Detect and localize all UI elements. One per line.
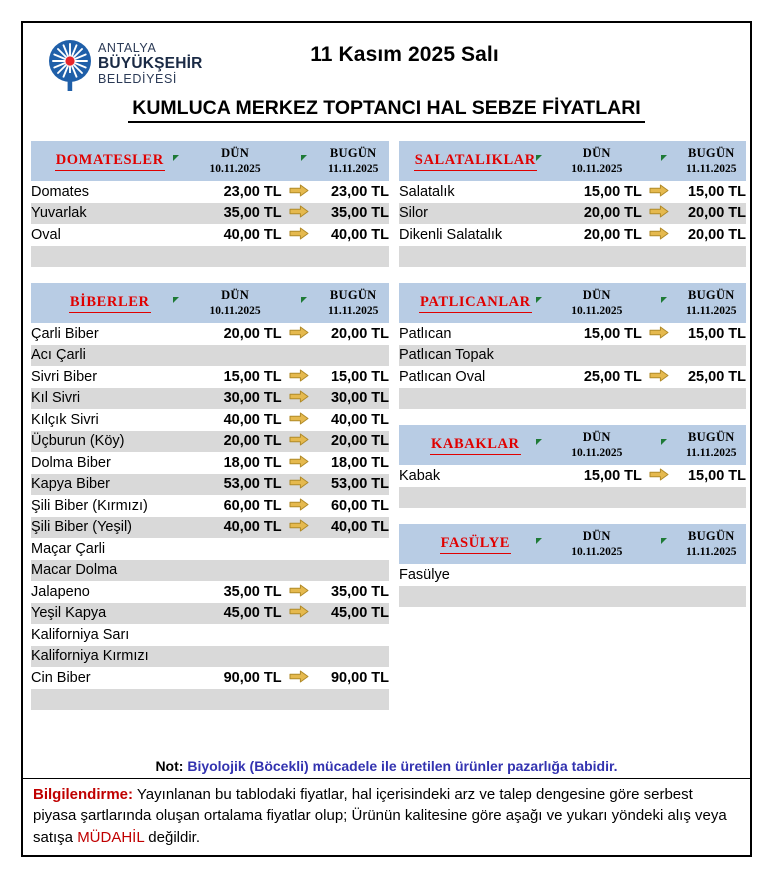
page-title	[23, 97, 750, 125]
previous-day-price: 40,00 TL	[189, 517, 282, 539]
trend-arrow-cell	[282, 224, 318, 246]
today-price	[677, 586, 746, 608]
left-table-column	[31, 141, 389, 748]
product-name	[399, 388, 552, 410]
table-row	[31, 323, 389, 345]
product-name: Macar Dolma	[31, 560, 189, 582]
note-text: Biyolojik (Böcekli) mücadele ile üretilen ürünler pazarlığa tabidir.	[183, 758, 618, 775]
table-row	[399, 246, 746, 268]
trend-arrow-cell	[282, 388, 318, 410]
today-price: 35,00 TL	[317, 203, 389, 225]
product-name: Yuvarlak	[31, 203, 189, 225]
trend-arrow-cell	[642, 323, 677, 345]
product-name: Dolma Biber	[31, 452, 189, 474]
previous-day-price	[552, 246, 642, 268]
header-arrow-spacer	[642, 141, 677, 181]
product-name: Çarli Biber	[31, 323, 189, 345]
right-arrow-icon	[289, 670, 309, 687]
comment-marker-icon	[536, 297, 542, 303]
table-row	[399, 323, 746, 345]
trend-arrow-cell	[282, 203, 318, 225]
product-name	[31, 689, 189, 711]
today-price: 23,00 TL	[317, 181, 389, 203]
product-name: Yeşil Kapya	[31, 603, 189, 625]
previous-day-label: DÜN	[582, 146, 611, 160]
category-header	[399, 524, 552, 564]
today-label: BUGÜN	[687, 146, 735, 160]
previous-day-label: DÜN	[221, 146, 250, 160]
previous-day-price	[189, 689, 282, 711]
trend-arrow-cell	[642, 345, 677, 367]
category-header	[399, 425, 552, 465]
today-label: BUGÜN	[329, 146, 377, 160]
header-arrow-spacer	[642, 283, 677, 323]
price-table-domatesler	[31, 141, 389, 267]
table-row	[31, 603, 389, 625]
product-name: Salatalık	[399, 181, 552, 203]
table-spacer	[399, 508, 746, 524]
today-header	[677, 425, 746, 465]
right-arrow-icon	[649, 326, 669, 343]
trend-arrow-cell	[642, 465, 677, 487]
today-label: BUGÜN	[687, 430, 735, 444]
table-row	[31, 689, 389, 711]
trend-arrow-cell	[282, 603, 318, 625]
previous-day-header	[552, 524, 642, 564]
category-name: PATLICANLAR	[419, 294, 532, 313]
table-row	[31, 495, 389, 517]
right-arrow-icon	[289, 476, 309, 493]
today-price: 15,00 TL	[677, 181, 746, 203]
table-header-row	[399, 283, 746, 323]
previous-day-price: 35,00 TL	[189, 203, 282, 225]
previous-day-price: 25,00 TL	[552, 366, 642, 388]
table-row	[31, 710, 389, 732]
today-price	[317, 345, 389, 367]
trend-arrow-cell	[282, 246, 318, 268]
today-header	[677, 141, 746, 181]
today-price	[677, 564, 746, 586]
trend-arrow-cell	[282, 495, 318, 517]
today-price: 20,00 TL	[677, 203, 746, 225]
previous-day-price	[189, 345, 282, 367]
product-name: Patlıcan Oval	[399, 366, 552, 388]
trend-arrow-cell	[642, 181, 677, 203]
category-name: DOMATESLER	[55, 152, 165, 171]
today-label: BUGÜN	[329, 288, 377, 302]
table-row	[31, 517, 389, 539]
product-name: Sivri Biber	[31, 366, 189, 388]
today-price	[317, 560, 389, 582]
product-name: Kabak	[399, 465, 552, 487]
product-name: Fasülye	[399, 564, 552, 586]
today-price	[677, 487, 746, 509]
trend-arrow-cell	[282, 538, 318, 560]
right-arrow-icon	[289, 412, 309, 429]
table-row	[31, 246, 389, 268]
category-header	[399, 141, 552, 181]
biological-note	[23, 755, 750, 779]
product-name: Şili Biber (Yeşil)	[31, 517, 189, 539]
previous-day-date: 10.11.2025	[571, 545, 623, 558]
previous-day-price: 60,00 TL	[189, 495, 282, 517]
today-price: 20,00 TL	[317, 323, 389, 345]
trend-arrow-cell	[642, 487, 677, 509]
right-arrow-icon	[649, 205, 669, 222]
product-name: Silor	[399, 203, 552, 225]
price-table-fasülye	[399, 524, 746, 607]
table-spacer	[399, 267, 746, 283]
comment-marker-icon	[301, 297, 307, 303]
svg-text:ANTALYA: ANTALYA	[98, 41, 157, 55]
header-arrow-spacer	[642, 425, 677, 465]
trend-arrow-cell	[282, 366, 318, 388]
trend-arrow-cell	[642, 246, 677, 268]
product-name: Acı Çarli	[31, 345, 189, 367]
right-arrow-icon	[289, 605, 309, 622]
today-date: 11.11.2025	[327, 162, 379, 175]
product-name: Domates	[31, 181, 189, 203]
previous-day-price	[189, 560, 282, 582]
today-date: 11.11.2025	[327, 304, 379, 317]
info-text-part2: değildir.	[144, 828, 201, 846]
today-price: 20,00 TL	[317, 431, 389, 453]
product-name: Üçburun (Köy)	[31, 431, 189, 453]
right-arrow-icon	[289, 498, 309, 515]
price-table-bi̇berler	[31, 283, 389, 732]
right-arrow-icon	[289, 184, 309, 201]
today-price	[317, 710, 389, 732]
svg-text:BÜYÜKŞEHİR: BÜYÜKŞEHİR	[98, 55, 203, 72]
previous-day-label: DÜN	[582, 288, 611, 302]
comment-marker-icon	[661, 155, 667, 161]
table-row	[399, 586, 746, 608]
page-title-text: KUMLUCA MERKEZ TOPTANCI HAL SEBZE FİYATLARI	[128, 97, 644, 123]
today-price	[317, 538, 389, 560]
table-row	[399, 224, 746, 246]
today-header	[317, 283, 389, 323]
right-arrow-icon	[289, 227, 309, 244]
today-header	[317, 141, 389, 181]
today-price: 40,00 TL	[317, 409, 389, 431]
previous-day-date: 10.11.2025	[571, 304, 623, 317]
previous-day-header	[552, 283, 642, 323]
table-row	[399, 345, 746, 367]
today-date: 11.11.2025	[686, 304, 737, 317]
today-price: 20,00 TL	[677, 224, 746, 246]
product-name: Kapya Biber	[31, 474, 189, 496]
trend-arrow-cell	[282, 646, 318, 668]
previous-day-price	[552, 586, 642, 608]
price-table-patlicanlar	[399, 283, 746, 409]
product-name: Oval	[31, 224, 189, 246]
right-arrow-icon	[649, 468, 669, 485]
table-row	[31, 366, 389, 388]
table-row	[31, 646, 389, 668]
table-row	[399, 388, 746, 410]
today-label: BUGÜN	[687, 288, 735, 302]
trend-arrow-cell	[642, 224, 677, 246]
right-arrow-icon	[649, 369, 669, 386]
category-name: SALATALIKLAR	[414, 152, 537, 171]
price-table-kabaklar	[399, 425, 746, 508]
right-arrow-icon	[289, 455, 309, 472]
product-name: Patlıcan	[399, 323, 552, 345]
comment-marker-icon	[536, 538, 542, 544]
comment-marker-icon	[536, 155, 542, 161]
document-date: 11 Kasım 2025 Salı	[310, 43, 499, 66]
right-arrow-icon	[289, 584, 309, 601]
category-header	[399, 283, 552, 323]
today-header	[677, 283, 746, 323]
category-header	[31, 283, 189, 323]
previous-day-price: 30,00 TL	[189, 388, 282, 410]
previous-day-price: 18,00 TL	[189, 452, 282, 474]
previous-day-price: 20,00 TL	[552, 203, 642, 225]
previous-day-header	[189, 141, 282, 181]
previous-day-label: DÜN	[582, 430, 611, 444]
today-price: 45,00 TL	[317, 603, 389, 625]
previous-day-date: 10.11.2025	[571, 446, 623, 459]
table-row	[31, 452, 389, 474]
table-row	[399, 203, 746, 225]
previous-day-price	[189, 646, 282, 668]
trend-arrow-cell	[282, 345, 318, 367]
today-price	[317, 646, 389, 668]
today-price: 30,00 TL	[317, 388, 389, 410]
trend-arrow-cell	[282, 181, 318, 203]
product-name: Maçar Çarli	[31, 538, 189, 560]
table-row	[31, 667, 389, 689]
previous-day-price	[189, 624, 282, 646]
previous-day-price: 90,00 TL	[189, 667, 282, 689]
today-price: 40,00 TL	[317, 224, 389, 246]
previous-day-label: DÜN	[221, 288, 250, 302]
today-price: 25,00 TL	[677, 366, 746, 388]
today-date: 11.11.2025	[686, 446, 737, 459]
previous-day-price	[552, 345, 642, 367]
table-row	[399, 564, 746, 586]
product-name: Kaliforniya Kırmızı	[31, 646, 189, 668]
header-arrow-spacer	[282, 283, 318, 323]
table-row	[31, 624, 389, 646]
right-arrow-icon	[649, 227, 669, 244]
table-row	[31, 181, 389, 203]
previous-day-date: 10.11.2025	[209, 162, 261, 175]
comment-marker-icon	[301, 155, 307, 161]
table-row	[399, 181, 746, 203]
product-name: Dikenli Salatalık	[399, 224, 552, 246]
previous-day-price	[189, 246, 282, 268]
trend-arrow-cell	[282, 323, 318, 345]
product-name: Kıl Sivri	[31, 388, 189, 410]
comment-marker-icon	[661, 297, 667, 303]
previous-day-label: DÜN	[582, 529, 611, 543]
table-row	[31, 538, 389, 560]
category-name: BİBERLER	[69, 294, 151, 313]
trend-arrow-cell	[282, 560, 318, 582]
table-row	[399, 366, 746, 388]
product-name: Kılçık Sivri	[31, 409, 189, 431]
table-row	[31, 560, 389, 582]
table-row	[31, 409, 389, 431]
today-label: BUGÜN	[687, 529, 735, 543]
table-row	[31, 203, 389, 225]
table-row	[399, 465, 746, 487]
svg-text:BELEDİYESİ: BELEDİYESİ	[98, 72, 177, 86]
previous-day-price	[189, 710, 282, 732]
today-price	[317, 624, 389, 646]
table-row	[31, 388, 389, 410]
comment-marker-icon	[173, 155, 179, 161]
today-price: 53,00 TL	[317, 474, 389, 496]
trend-arrow-cell	[282, 517, 318, 539]
trend-arrow-cell	[282, 667, 318, 689]
today-price: 15,00 TL	[317, 366, 389, 388]
trend-arrow-cell	[282, 474, 318, 496]
trend-arrow-cell	[282, 689, 318, 711]
price-table-salataliklar	[399, 141, 746, 267]
previous-day-price: 45,00 TL	[189, 603, 282, 625]
today-price: 18,00 TL	[317, 452, 389, 474]
trend-arrow-cell	[642, 586, 677, 608]
right-arrow-icon	[289, 390, 309, 407]
comment-marker-icon	[173, 297, 179, 303]
previous-day-price: 40,00 TL	[189, 409, 282, 431]
category-name: KABAKLAR	[430, 436, 521, 455]
product-name	[399, 487, 552, 509]
comment-marker-icon	[661, 439, 667, 445]
table-header-row	[31, 283, 389, 323]
table-row	[31, 581, 389, 603]
previous-day-price: 15,00 TL	[189, 366, 282, 388]
previous-day-header	[552, 141, 642, 181]
trend-arrow-cell	[642, 366, 677, 388]
product-name: Şili Biber (Kırmızı)	[31, 495, 189, 517]
product-name	[31, 246, 189, 268]
table-header-row	[31, 141, 389, 181]
previous-day-date: 10.11.2025	[209, 304, 261, 317]
table-header-row	[399, 141, 746, 181]
trend-arrow-cell	[282, 581, 318, 603]
today-price: 90,00 TL	[317, 667, 389, 689]
previous-day-price: 53,00 TL	[189, 474, 282, 496]
table-spacer	[31, 267, 389, 283]
right-arrow-icon	[289, 519, 309, 536]
table-row	[31, 431, 389, 453]
note-label: Not:	[155, 758, 184, 775]
previous-day-price	[552, 388, 642, 410]
today-price: 40,00 TL	[317, 517, 389, 539]
header-arrow-spacer	[642, 524, 677, 564]
table-spacer	[399, 607, 746, 623]
today-price: 15,00 TL	[677, 465, 746, 487]
today-price: 60,00 TL	[317, 495, 389, 517]
category-header	[31, 141, 189, 181]
trend-arrow-cell	[642, 388, 677, 410]
previous-day-price: 35,00 TL	[189, 581, 282, 603]
right-arrow-icon	[289, 433, 309, 450]
previous-day-price	[552, 487, 642, 509]
previous-day-price: 20,00 TL	[552, 224, 642, 246]
previous-day-price	[552, 564, 642, 586]
product-name	[399, 246, 552, 268]
info-text-part1: Yayınlanan bu tablodaki fiyatlar, hal içerisindeki arz ve talep dengesine göre serbest piyasa şartlarında oluşan ortalama fiyatlar olup; Ürünün kalitesine göre aşağı ve yukarı yöndeki alış veya satışa	[33, 786, 727, 846]
previous-day-price: 23,00 TL	[189, 181, 282, 203]
previous-day-header	[552, 425, 642, 465]
info-highlight: MÜDAHİL	[77, 828, 145, 846]
table-row	[399, 487, 746, 509]
category-name: FASÜLYE	[440, 535, 511, 554]
product-name: Kaliforniya Sarı	[31, 624, 189, 646]
previous-day-price	[189, 538, 282, 560]
previous-day-price: 15,00 TL	[552, 465, 642, 487]
header-arrow-spacer	[282, 141, 318, 181]
table-header-row	[399, 524, 746, 564]
previous-day-price: 15,00 TL	[552, 181, 642, 203]
right-table-column	[399, 141, 746, 623]
previous-day-price: 40,00 TL	[189, 224, 282, 246]
today-price: 15,00 TL	[677, 323, 746, 345]
table-row	[31, 224, 389, 246]
footer-notes	[23, 755, 750, 855]
today-price	[677, 246, 746, 268]
trend-arrow-cell	[282, 710, 318, 732]
today-price: 35,00 TL	[317, 581, 389, 603]
document-header	[23, 23, 750, 89]
trend-arrow-cell	[642, 564, 677, 586]
previous-day-price: 20,00 TL	[189, 323, 282, 345]
info-label: Bilgilendirme:	[33, 786, 134, 804]
comment-marker-icon	[536, 439, 542, 445]
today-price	[677, 345, 746, 367]
previous-day-header	[189, 283, 282, 323]
trend-arrow-cell	[282, 431, 318, 453]
table-spacer	[31, 732, 389, 748]
product-name: Cin Biber	[31, 667, 189, 689]
today-header	[677, 524, 746, 564]
today-price	[677, 388, 746, 410]
product-name	[31, 710, 189, 732]
product-name: Jalapeno	[31, 581, 189, 603]
table-row	[31, 474, 389, 496]
trend-arrow-cell	[642, 203, 677, 225]
right-arrow-icon	[289, 326, 309, 343]
price-list-page	[21, 21, 752, 857]
table-header-row	[399, 425, 746, 465]
product-name	[399, 586, 552, 608]
right-arrow-icon	[289, 369, 309, 386]
previous-day-date: 10.11.2025	[571, 162, 623, 175]
today-date: 11.11.2025	[686, 162, 737, 175]
right-arrow-icon	[289, 205, 309, 222]
table-row	[31, 345, 389, 367]
today-date: 11.11.2025	[686, 545, 737, 558]
right-arrow-icon	[649, 184, 669, 201]
trend-arrow-cell	[282, 409, 318, 431]
today-price	[317, 689, 389, 711]
information-note	[23, 779, 750, 855]
table-spacer	[399, 409, 746, 425]
product-name: Patlıcan Topak	[399, 345, 552, 367]
comment-marker-icon	[661, 538, 667, 544]
previous-day-price: 15,00 TL	[552, 323, 642, 345]
previous-day-price: 20,00 TL	[189, 431, 282, 453]
today-price	[317, 246, 389, 268]
trend-arrow-cell	[282, 452, 318, 474]
trend-arrow-cell	[282, 624, 318, 646]
